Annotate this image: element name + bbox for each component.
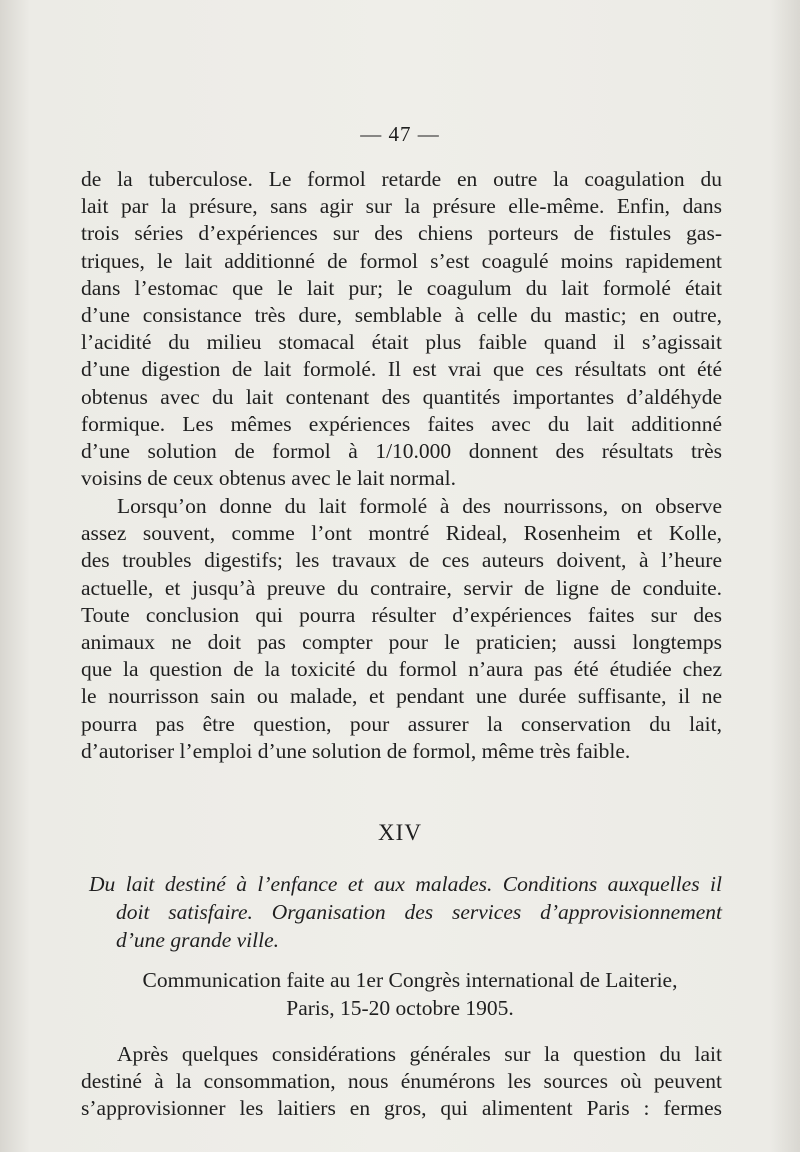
text-line: s’approvisionner les laitiers en gros, qui alimentent Paris : fermes [81, 1096, 722, 1121]
text-line: assez souvent, comme l’ont montré Rideal, Rosenheim et Kolle, [81, 521, 722, 546]
paragraph-2 [81, 493, 722, 765]
text-line: d’une consistance très dure, semblable à celle du mastic; en outre, [81, 303, 722, 328]
text-line: Toute conclusion qui pourra résulter d’expériences faites sur des [81, 602, 722, 627]
text-line: trois séries d’expériences sur des chiens porteurs de fistules gas- [81, 221, 722, 246]
text-line: actuelle, et jusqu’à preuve du contraire, servir de ligne de conduite. [81, 575, 722, 600]
paragraph-1 [81, 166, 722, 492]
communication-line: Communication faite au 1er Congrès international de Laiterie, [142, 968, 678, 992]
text-line: le nourrisson sain ou malade, et pendant une durée suffisante, il ne [81, 684, 722, 709]
text-line: triques, le lait additionné de formol s’est coagulé moins rapidement [81, 248, 722, 273]
text-line: l’acidité du milieu stomacal était plus faible quand il s’agissait [81, 330, 722, 355]
text-line: dans l’estomac que le lait pur; le coagulum du lait formolé était [81, 275, 722, 300]
text-line: destiné à la consommation, nous énumérons les sources où peuvent [81, 1069, 722, 1094]
communication-line: Paris, 15-20 octobre 1905. [286, 996, 514, 1020]
text-line: de la tuberculose. Le formol retarde en outre la coagulation du [81, 167, 722, 191]
text-line: animaux ne doit pas compter pour le praticien; aussi longtemps [81, 630, 722, 655]
text-line: Après quelques considérations générales sur la question du lait [117, 1042, 722, 1066]
communication-note [0, 966, 800, 1022]
text-line: d’une solution de formol à 1/10.000 donnent des résultats très [81, 439, 722, 464]
title-line: doit satisfaire. Organisation des services d’approvisionnement [116, 900, 722, 924]
paragraph-3 [81, 1041, 722, 1123]
text-line: obtenus avec du lait contenant des quantités importantes d’aldéhyde [81, 384, 722, 409]
title-line: Du lait destiné à l’enfance et aux malades. Conditions auxquelles il [89, 872, 722, 896]
page-number: — 47 — [360, 122, 440, 146]
text-line: voisins de ceux obtenus avec le lait normal. [81, 466, 456, 491]
text-line: que la question de la toxicité du formol n’aura pas été étudiée chez [81, 657, 722, 682]
text-line: pourra pas être question, pour assurer la conservation du lait, [81, 711, 722, 736]
chapter-title [89, 870, 722, 954]
text-line: formique. Les mêmes expériences faites avec du lait additionné [81, 411, 722, 436]
text-line: Lorsqu’on donne du lait formolé à des nourrissons, on observe [117, 494, 722, 518]
chapter-number: XIV [378, 820, 422, 845]
text-line: des troubles digestifs; les travaux de ces auteurs doivent, à l’heure [81, 548, 722, 573]
text-line: d’une digestion de lait formolé. Il est vrai que ces résultats ont été [81, 357, 722, 382]
title-line: d’une grande ville. [116, 928, 279, 952]
text-line: lait par la présure, sans agir sur la présure elle-même. Enfin, dans [81, 194, 722, 219]
text-line: d’autoriser l’emploi d’une solution de formol, même très faible. [81, 738, 631, 763]
